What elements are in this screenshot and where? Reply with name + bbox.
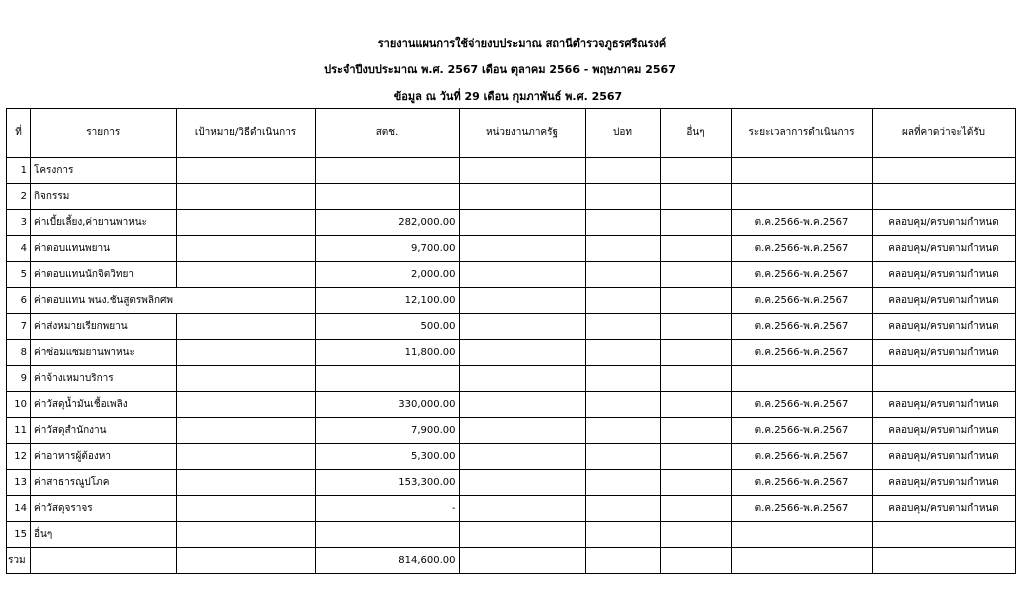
row-item: ค่าวัสดุจราจร — [31, 496, 177, 522]
row-pot — [585, 262, 660, 288]
row-pot — [585, 158, 660, 184]
total-label: รวม — [7, 548, 31, 574]
row-pot — [585, 392, 660, 418]
row-other — [660, 470, 731, 496]
row-government-agency — [459, 340, 585, 366]
row-pot — [585, 210, 660, 236]
row-number: 9 — [7, 366, 31, 392]
row-amount — [315, 184, 459, 210]
row-other — [660, 522, 731, 548]
row-pot — [585, 184, 660, 210]
row-pot — [585, 470, 660, 496]
total-result-cell — [872, 548, 1015, 574]
row-expected-result: คลอบคุม/ครบตามกำหนด — [872, 444, 1015, 470]
table-row — [7, 444, 1016, 470]
row-period: ต.ค.2566-พ.ค.2567 — [731, 262, 872, 288]
row-period: ต.ค.2566-พ.ค.2567 — [731, 392, 872, 418]
row-other — [660, 314, 731, 340]
row-period — [731, 158, 872, 184]
table-row — [7, 470, 1016, 496]
row-item: อื่นๆ — [31, 522, 177, 548]
row-other — [660, 262, 731, 288]
table-row — [7, 158, 1016, 184]
row-government-agency — [459, 288, 585, 314]
row-expected-result — [872, 366, 1015, 392]
row-number: 4 — [7, 236, 31, 262]
header-other: อื่นๆ — [660, 109, 731, 158]
row-number: 11 — [7, 418, 31, 444]
row-pot — [585, 418, 660, 444]
row-expected-result: คลอบคุม/ครบตามกำหนด — [872, 262, 1015, 288]
total-period-cell — [731, 548, 872, 574]
row-government-agency — [459, 236, 585, 262]
row-target — [176, 184, 315, 210]
row-expected-result: คลอบคุม/ครบตามกำหนด — [872, 470, 1015, 496]
row-expected-result: คลอบคุม/ครบตามกำหนด — [872, 210, 1015, 236]
row-period: ต.ค.2566-พ.ค.2567 — [731, 444, 872, 470]
row-amount: 500.00 — [315, 314, 459, 340]
row-item: ค่าเบี้ยเลี้ยง,ค่ายานพาหนะ — [31, 210, 177, 236]
row-period: ต.ค.2566-พ.ค.2567 — [731, 470, 872, 496]
row-target — [176, 236, 315, 262]
row-other — [660, 366, 731, 392]
row-government-agency — [459, 392, 585, 418]
report-title: รายงานแผนการใช้จ่ายงบประมาณ สถานีตำรวจภูธรศรีณรงค์ — [377, 37, 667, 50]
row-amount: 5,300.00 — [315, 444, 459, 470]
row-number: 3 — [7, 210, 31, 236]
row-other — [660, 210, 731, 236]
table-row — [7, 262, 1016, 288]
table-body — [7, 158, 1016, 548]
row-item: ค่าซ่อมแซมยานพาหนะ — [31, 340, 177, 366]
header-government-agency: หน่วยงานภาครัฐ — [459, 109, 585, 158]
row-government-agency — [459, 184, 585, 210]
row-amount: 2,000.00 — [315, 262, 459, 288]
row-other — [660, 340, 731, 366]
header-no: ที่ — [7, 109, 31, 158]
table-row — [7, 184, 1016, 210]
table-row — [7, 210, 1016, 236]
row-amount: 9,700.00 — [315, 236, 459, 262]
row-item: ค่าตอบแทนพยาน — [31, 236, 177, 262]
row-period — [731, 522, 872, 548]
row-period: ต.ค.2566-พ.ค.2567 — [731, 236, 872, 262]
report-data-date: ข้อมูล ณ วันที่ 29 เดือน กุมภาพันธ์ พ.ศ. 2567 — [393, 90, 623, 103]
header-item: รายการ — [31, 109, 177, 158]
report-fiscal-period: ประจำปีงบประมาณ พ.ศ. 2567 เดือน ตุลาคม 2566 - พฤษภาคม 2567 — [324, 63, 676, 76]
total-pot-cell — [585, 548, 660, 574]
table-row — [7, 522, 1016, 548]
row-expected-result: คลอบคุม/ครบตามกำหนด — [872, 392, 1015, 418]
row-other — [660, 236, 731, 262]
row-item: ค่าวัสดุสำนักงาน — [31, 418, 177, 444]
row-period: ต.ค.2566-พ.ค.2567 — [731, 418, 872, 444]
row-target — [176, 210, 315, 236]
row-target — [176, 418, 315, 444]
row-item: ค่าสาธารณูปโภค — [31, 470, 177, 496]
row-period — [731, 366, 872, 392]
row-other — [660, 184, 731, 210]
row-number: 2 — [7, 184, 31, 210]
row-period: ต.ค.2566-พ.ค.2567 — [731, 288, 872, 314]
row-number: 5 — [7, 262, 31, 288]
row-amount: 282,000.00 — [315, 210, 459, 236]
row-target — [176, 288, 315, 314]
row-other — [660, 496, 731, 522]
total-gov-cell — [459, 548, 585, 574]
total-target-cell — [176, 548, 315, 574]
row-period: ต.ค.2566-พ.ค.2567 — [731, 496, 872, 522]
row-expected-result: คลอบคุม/ครบตามกำหนด — [872, 236, 1015, 262]
row-expected-result — [872, 158, 1015, 184]
row-expected-result: คลอบคุม/ครบตามกำหนด — [872, 496, 1015, 522]
row-item: ค่าจ้างเหมาบริการ — [31, 366, 177, 392]
row-number: 12 — [7, 444, 31, 470]
row-target — [176, 470, 315, 496]
row-number: 15 — [7, 522, 31, 548]
header-period: ระยะเวลาการดำเนินการ — [731, 109, 872, 158]
row-government-agency — [459, 418, 585, 444]
row-other — [660, 288, 731, 314]
row-item: ค่าอาหารผู้ต้องหา — [31, 444, 177, 470]
row-expected-result: คลอบคุม/ครบตามกำหนด — [872, 340, 1015, 366]
row-government-agency — [459, 366, 585, 392]
row-item: ค่าตอบแทน พนง.ชันสูตรพลิกศพ — [31, 288, 177, 314]
row-target — [176, 158, 315, 184]
row-pot — [585, 236, 660, 262]
total-amount: 814,600.00 — [315, 548, 459, 574]
row-government-agency — [459, 470, 585, 496]
row-expected-result: คลอบคุม/ครบตามกำหนด — [872, 314, 1015, 340]
header-target: เป้าหมาย/วิธีดำเนินการ — [176, 109, 315, 158]
total-item-cell — [31, 548, 177, 574]
row-period: ต.ค.2566-พ.ค.2567 — [731, 340, 872, 366]
row-other — [660, 158, 731, 184]
row-government-agency — [459, 158, 585, 184]
header-expected-result: ผลที่คาดว่าจะได้รับ — [872, 109, 1015, 158]
header-pot: ปอท — [585, 109, 660, 158]
row-amount: 153,300.00 — [315, 470, 459, 496]
row-amount — [315, 522, 459, 548]
row-pot — [585, 496, 660, 522]
row-pot — [585, 366, 660, 392]
row-period: ต.ค.2566-พ.ค.2567 — [731, 314, 872, 340]
row-period — [731, 184, 872, 210]
row-item: โครงการ — [31, 158, 177, 184]
row-expected-result: คลอบคุม/ครบตามกำหนด — [872, 418, 1015, 444]
table-row — [7, 418, 1016, 444]
table-row — [7, 314, 1016, 340]
row-amount: 12,100.00 — [315, 288, 459, 314]
row-number: 1 — [7, 158, 31, 184]
row-number: 8 — [7, 340, 31, 366]
row-pot — [585, 522, 660, 548]
row-target — [176, 314, 315, 340]
row-expected-result — [872, 184, 1015, 210]
row-target — [176, 496, 315, 522]
row-period: ต.ค.2566-พ.ค.2567 — [731, 210, 872, 236]
table-row — [7, 496, 1016, 522]
row-other — [660, 418, 731, 444]
row-target — [176, 262, 315, 288]
total-other-cell — [660, 548, 731, 574]
row-pot — [585, 288, 660, 314]
row-expected-result — [872, 522, 1015, 548]
total-row — [7, 548, 1016, 574]
row-number: 10 — [7, 392, 31, 418]
row-government-agency — [459, 496, 585, 522]
row-target — [176, 392, 315, 418]
row-amount: 11,800.00 — [315, 340, 459, 366]
row-target — [176, 444, 315, 470]
row-target — [176, 340, 315, 366]
row-amount: 7,900.00 — [315, 418, 459, 444]
row-government-agency — [459, 314, 585, 340]
row-amount — [315, 158, 459, 184]
row-pot — [585, 340, 660, 366]
table-row — [7, 288, 1016, 314]
row-amount: - — [315, 496, 459, 522]
row-other — [660, 444, 731, 470]
row-government-agency — [459, 522, 585, 548]
row-item: ค่าตอบแทนนักจิตวิทยา — [31, 262, 177, 288]
budget-table — [6, 108, 1016, 574]
row-target — [176, 522, 315, 548]
row-pot — [585, 444, 660, 470]
row-amount — [315, 366, 459, 392]
row-item: ค่าวัสดุน้ำมันเชื้อเพลิง — [31, 392, 177, 418]
table-row — [7, 236, 1016, 262]
row-other — [660, 392, 731, 418]
table-row — [7, 366, 1016, 392]
row-item: กิจกรรม — [31, 184, 177, 210]
row-pot — [585, 314, 660, 340]
row-number: 7 — [7, 314, 31, 340]
row-government-agency — [459, 262, 585, 288]
row-amount: 330,000.00 — [315, 392, 459, 418]
row-target — [176, 366, 315, 392]
header-police-budget: สตช. — [315, 109, 459, 158]
table-row — [7, 392, 1016, 418]
row-number: 14 — [7, 496, 31, 522]
row-expected-result: คลอบคุม/ครบตามกำหนด — [872, 288, 1015, 314]
row-item: ค่าส่งหมายเรียกพยาน — [31, 314, 177, 340]
row-government-agency — [459, 444, 585, 470]
row-number: 6 — [7, 288, 31, 314]
row-government-agency — [459, 210, 585, 236]
header-row — [7, 109, 1016, 158]
table-row — [7, 340, 1016, 366]
table-header — [7, 109, 1016, 158]
row-number: 13 — [7, 470, 31, 496]
